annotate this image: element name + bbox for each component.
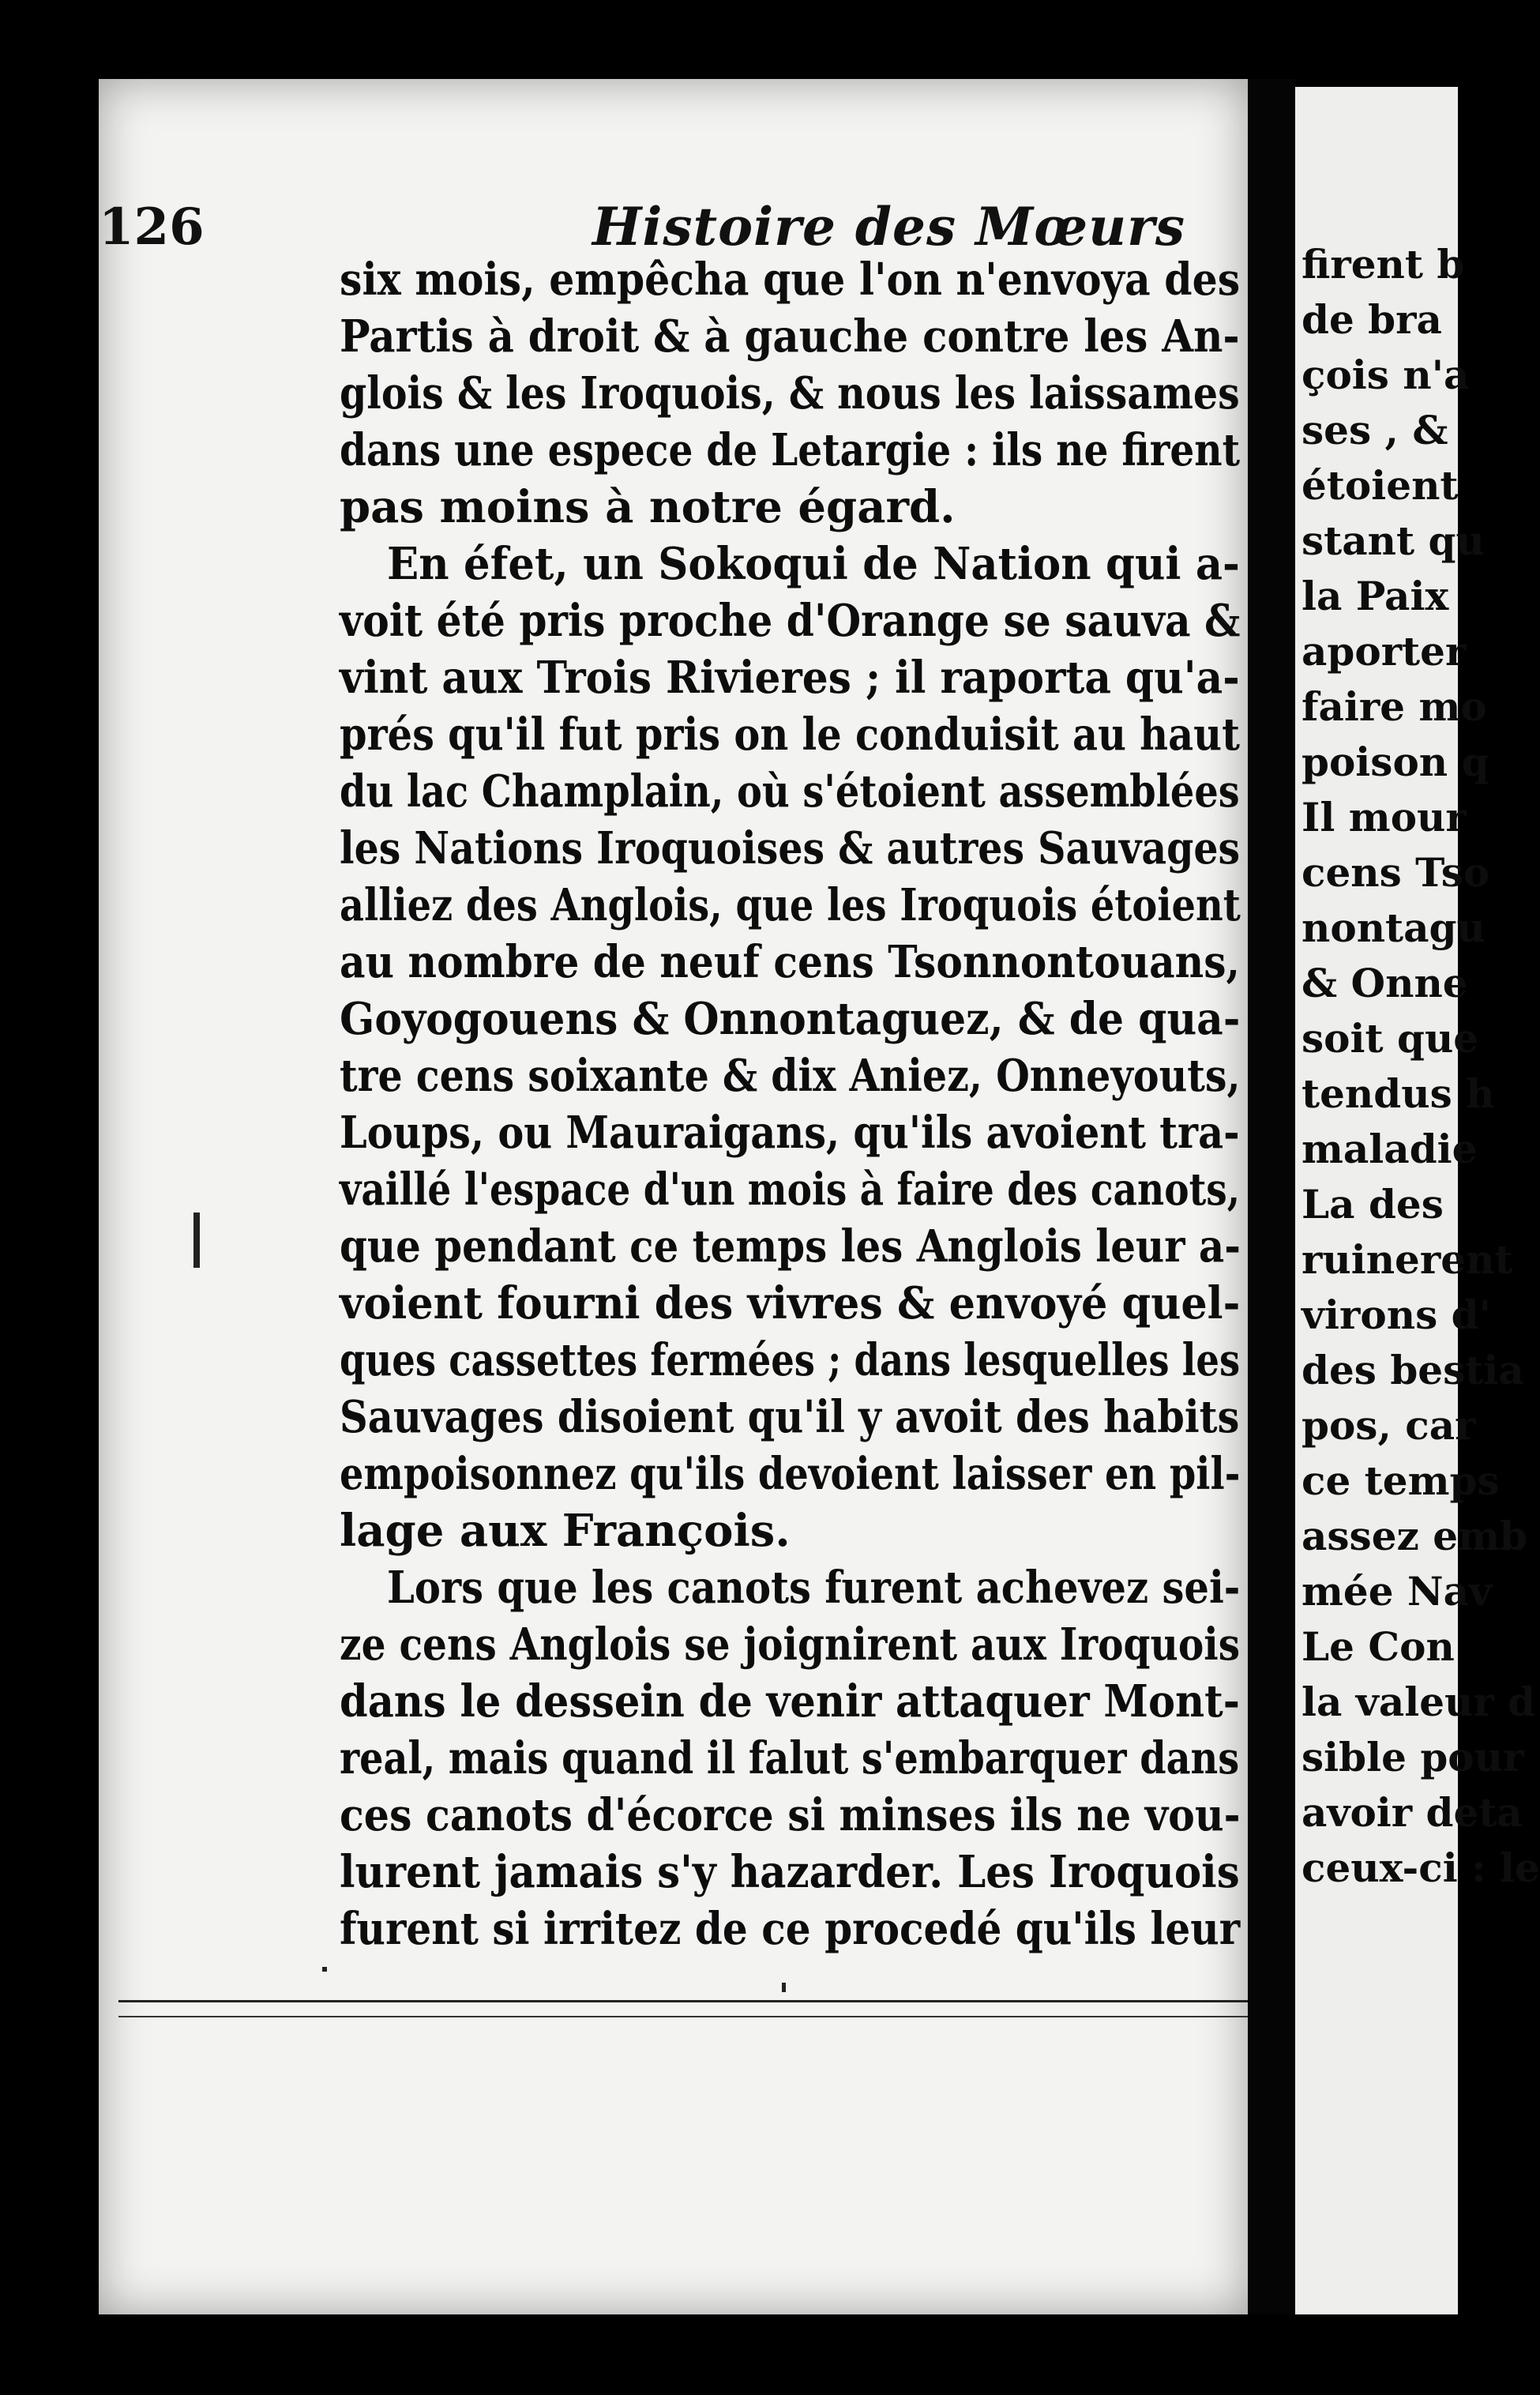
text-line: ze cens Anglois se joignirent aux Iroquois: [340, 1619, 1241, 1671]
text-line: de bra: [1301, 296, 1442, 343]
text-line: pos, car: [1301, 1402, 1476, 1449]
text-line: ques cassettes fermées ; dans lesquelles les: [340, 1334, 1241, 1386]
text-line: au nombre de neuf cens Tsonnontouans,: [340, 936, 1240, 988]
text-line: ces canots d'écorce si minses ils ne vou-: [340, 1789, 1241, 1841]
text-line: dans une espece de Letargie : ils ne firent: [340, 424, 1241, 476]
text-line: faire mo: [1301, 683, 1487, 730]
text-line: six mois, empêcha que l'on n'envoya des: [340, 254, 1241, 306]
text-line: real, mais quand il falut s'embarquer dans: [340, 1732, 1240, 1784]
text-line: lurent jamais s'y hazarder. Les Iroquois: [340, 1846, 1240, 1898]
text-line: ceux-ci : le: [1301, 1844, 1540, 1891]
text-line: tre cens soixante & dix Aniez, Onneyouts,: [340, 1050, 1241, 1102]
text-line: poison q: [1301, 739, 1489, 785]
text-line: alliez des Anglois, que les Iroquois étoient: [340, 879, 1241, 931]
text-line: Goyogouens & Onnontaguez, & de qua-: [340, 993, 1241, 1045]
text-line: la Paix: [1301, 573, 1449, 619]
text-line: furent si irritez de ce procedé qu'ils leur: [340, 1903, 1241, 1955]
text-line: cens Tso: [1301, 849, 1490, 896]
text-line: vint aux Trois Rivieres ; il raporta qu'a-: [340, 652, 1240, 704]
scan-mark: [782, 1983, 786, 1992]
footer-rule-secondary: [118, 2016, 1248, 2017]
text-line: firent b: [1301, 241, 1465, 288]
text-line: çois n'a: [1301, 352, 1470, 398]
text-line: vaillé l'espace d'un mois à faire des canots,: [340, 1164, 1241, 1216]
text-line: que pendant ce temps les Anglois leur a-: [340, 1220, 1241, 1273]
text-line: ruinerent: [1301, 1236, 1513, 1283]
text-line: Sauvages disoient qu'il y avoit des habits: [340, 1391, 1240, 1443]
text-line: La des: [1301, 1181, 1444, 1228]
text-line: mée Nav: [1301, 1568, 1493, 1615]
right-page: [1295, 87, 1540, 2314]
text-line: des bestia: [1301, 1347, 1524, 1393]
text-line: soit que: [1301, 1015, 1479, 1062]
text-line: ce temps: [1301, 1457, 1500, 1504]
text-line: la valeur d: [1301, 1679, 1536, 1725]
text-line: & Onne: [1301, 960, 1468, 1006]
text-line: assez emb: [1301, 1513, 1527, 1559]
text-line: Partis à droit & à gauche contre les An-: [340, 310, 1240, 363]
text-line: lage aux François.: [340, 1505, 791, 1557]
text-line: sible pour: [1301, 1734, 1524, 1780]
text-line: nontagu: [1301, 904, 1486, 951]
book-gutter: [1248, 79, 1295, 2314]
scan-mark: [193, 1213, 200, 1268]
text-line: voit été pris proche d'Orange se sauva &: [340, 595, 1241, 647]
text-line: les Nations Iroquoises & autres Sauvages: [340, 822, 1241, 874]
text-line: ses , &: [1301, 407, 1448, 453]
text-line: maladie: [1301, 1126, 1478, 1172]
text-line: prés qu'il fut pris on le conduisit au haut: [340, 709, 1240, 761]
text-line: empoisonnez qu'ils devoient laisser en pil-: [340, 1448, 1241, 1500]
running-title: Histoire des Mœurs: [592, 196, 1185, 258]
text-line: stant qu: [1301, 517, 1485, 564]
text-line: tendus h: [1301, 1070, 1495, 1117]
page-number: 126: [99, 197, 205, 257]
text-line: étoient: [1301, 462, 1459, 509]
text-line: Lors que les canots furent achevez sei-: [387, 1562, 1241, 1614]
text-line: du lac Champlain, où s'étoient assemblées: [340, 765, 1240, 818]
scan-mark: [322, 1967, 327, 1972]
text-line: Loups, ou Mauraigans, qu'ils avoient tra-: [340, 1107, 1240, 1159]
text-line: pas moins à notre égard.: [340, 481, 956, 533]
text-line: Le Con: [1301, 1623, 1455, 1670]
text-line: En éfet, un Sokoqui de Nation qui a-: [387, 538, 1240, 590]
text-line: virons d': [1301, 1291, 1491, 1338]
text-line: aporter: [1301, 628, 1467, 675]
text-line: voient fourni des vivres & envoyé quel-: [340, 1277, 1241, 1329]
text-line: Il mour: [1301, 794, 1467, 840]
text-line: avoir deta: [1301, 1789, 1523, 1836]
text-line: glois & les Iroquois, & nous les laissames: [340, 367, 1240, 419]
footer-rule: [118, 2000, 1248, 2002]
text-line: dans le dessein de venir attaquer Mont-: [340, 1675, 1240, 1728]
